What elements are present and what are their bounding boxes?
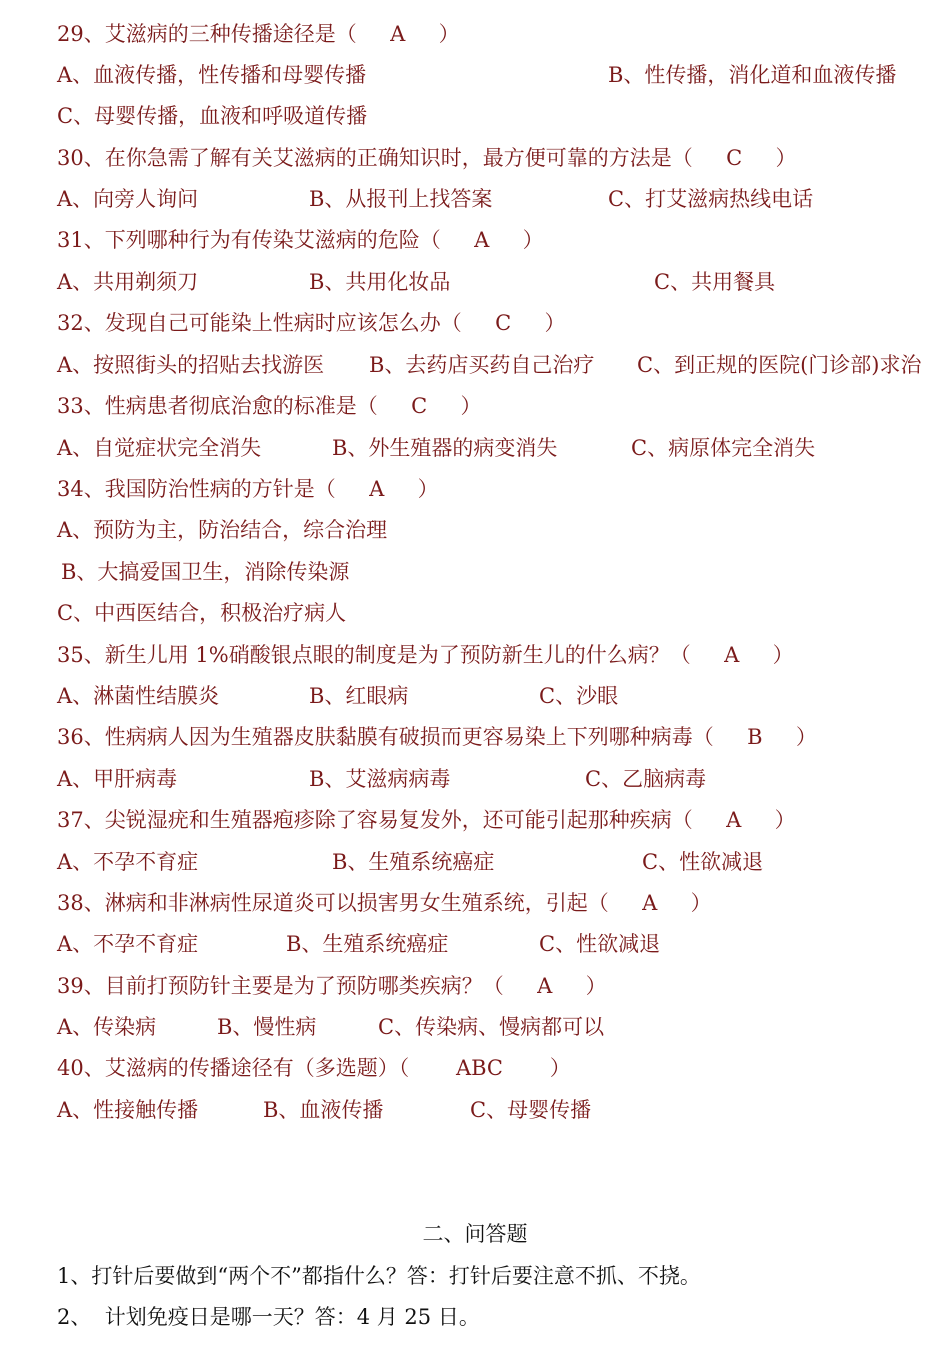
question-33-options (57, 431, 937, 465)
question-31-options (57, 265, 937, 299)
option-a: A、淋菌性结膜炎 (57, 684, 220, 708)
question-40-options (57, 1093, 937, 1127)
qa-item-1: 1、打针后要做到“两个不”都指什么？答：打针后要注意不抓、不挠。 (57, 1264, 701, 1288)
question-37: 37、尖锐湿疣和生殖器疱疹除了容易复发外，还可能引起那种疾病（ A ） (57, 808, 796, 832)
question-40: 40、艾滋病的传播途径有（多选题）（ ABC ） (57, 1056, 571, 1080)
option-c: C、性欲减退 (642, 850, 764, 874)
option-a: A、不孕不育症 (57, 932, 199, 956)
option-a: A、血液传播，性传播和母婴传播 (57, 63, 367, 87)
question-37-options (57, 845, 937, 879)
option-c: C、沙眼 (539, 684, 619, 708)
option-b: B、血液传播 (263, 1098, 384, 1122)
question-36: 36、性病病人因为生殖器皮肤黏膜有破损而更容易染上下列哪种病毒（ B ） (57, 725, 817, 749)
option-b: B、生殖系统癌症 (286, 932, 449, 956)
option-a: A、共用剃须刀 (57, 270, 199, 294)
option-b: B、慢性病 (217, 1015, 317, 1039)
question-31: 31、下列哪种行为有传染艾滋病的危险（ A ） (57, 228, 544, 252)
option-b: B、红眼病 (309, 684, 409, 708)
option-b: B、外生殖器的病变消失 (332, 436, 558, 460)
question-29: 29、艾滋病的三种传播途径是（ A ） (57, 22, 460, 46)
question-32: 32、发现自己可能染上性病时应该怎么办（ C ） (57, 311, 566, 335)
option-c: C、母婴传播 (470, 1098, 592, 1122)
question-35: 35、新生儿用 1%硝酸银点眼的制度是为了预防新生儿的什么病？（ A ） (57, 643, 794, 667)
option-c: C、乙脑病毒 (585, 767, 707, 791)
question-35-options (57, 679, 937, 713)
question-39: 39、目前打预防针主要是为了预防哪类疾病？（ A ） (57, 974, 607, 998)
option-b: B、去药店买药自己治疗 (369, 353, 595, 377)
option-b: B、共用化妆品 (309, 270, 451, 294)
option-b: B、从报刊上找答案 (309, 187, 493, 211)
option-a: A、自觉症状完全消失 (57, 436, 262, 460)
option-a: A、向旁人询问 (57, 187, 199, 211)
question-30: 30、在你急需了解有关艾滋病的正确知识时，最方便可靠的方法是（ C ） (57, 146, 797, 170)
question-29-option-c: C、母婴传播，血液和呼吸道传播 (57, 104, 368, 128)
question-36-options (57, 762, 937, 796)
option-c: C、性欲减退 (539, 932, 661, 956)
question-34-option-b: B、大搞爱国卫生，消除传染源 (61, 560, 350, 584)
qa-item-2: 2、 计划免疫日是哪一天？答：4 月 25 日。 (57, 1305, 480, 1329)
question-39-options (57, 1010, 937, 1044)
section-title: 二、问答题 (422, 1222, 528, 1246)
question-29-options-row1 (57, 58, 937, 92)
option-b: B、性传播，消化道和血液传播 (608, 63, 897, 87)
option-c: C、共用餐具 (654, 270, 776, 294)
option-c: C、病原体完全消失 (631, 436, 816, 460)
option-c: C、到正规的医院(门诊部)求治 (637, 353, 922, 377)
question-33: 33、性病患者彻底治愈的标准是（ C ） (57, 394, 482, 418)
question-38-options (57, 927, 937, 961)
option-a: A、不孕不育症 (57, 850, 199, 874)
option-a: A、传染病 (57, 1015, 157, 1039)
question-34-option-a: A、预防为主，防治结合，综合治理 (57, 518, 388, 542)
option-b: B、生殖系统癌症 (332, 850, 495, 874)
question-30-options (57, 182, 937, 216)
option-a: A、按照街头的招贴去找游医 (57, 353, 325, 377)
option-c: C、打艾滋病热线电话 (608, 187, 814, 211)
question-34-option-c: C、中西医结合，积极治疗病人 (57, 601, 347, 625)
question-38: 38、淋病和非淋病性尿道炎可以损害男女生殖系统，引起（ A ） (57, 891, 712, 915)
option-a: A、甲肝病毒 (57, 767, 178, 791)
option-c: C、传染病、慢病都可以 (378, 1015, 605, 1039)
question-32-options (57, 348, 947, 382)
option-b: B、艾滋病病毒 (309, 767, 451, 791)
question-34: 34、我国防治性病的方针是（ A ） (57, 477, 439, 501)
option-a: A、性接触传播 (57, 1098, 199, 1122)
